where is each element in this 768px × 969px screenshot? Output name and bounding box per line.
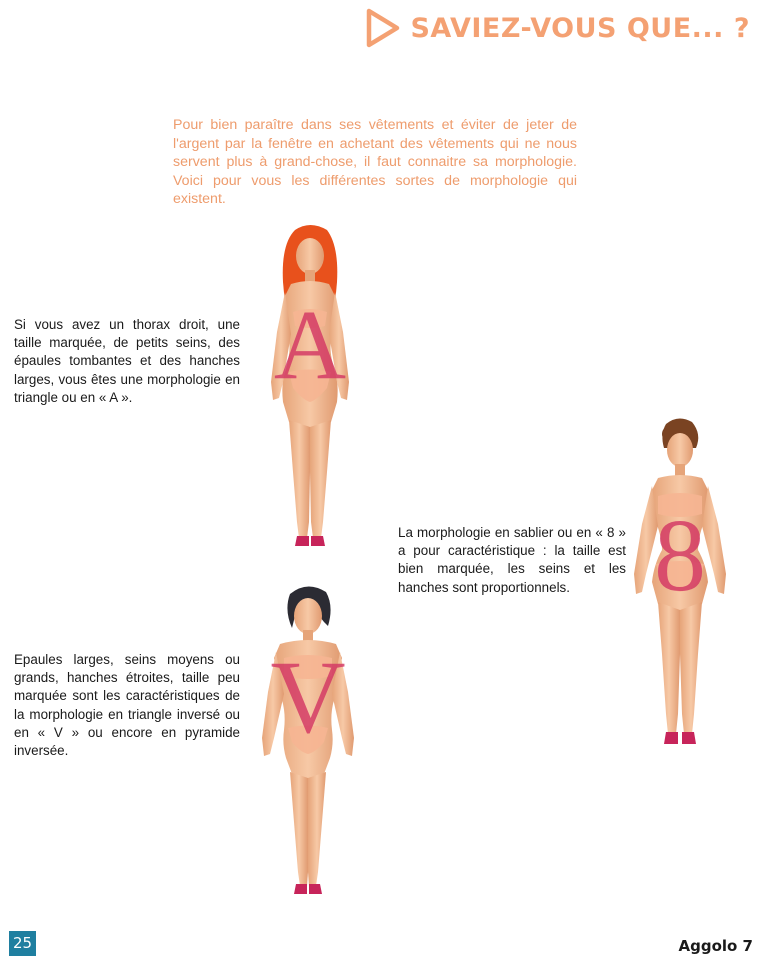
number-8-mark: 8	[654, 498, 706, 613]
section-8-text: La morphologie en sablier ou en « 8 » a pour caractéristique : la taille est bien marquée, les seins et les hanches sont proportionnels.	[398, 525, 626, 595]
letter-v-mark: V	[270, 640, 346, 755]
section-v-text: Epaules larges, seins moyens ou grands, hanches étroites, taille peu marquée sont les caractéristiques de la morphologie en triangle inversé ou en « V » ou encore en pyramide inversée.	[14, 652, 240, 759]
letter-a-mark: A	[273, 289, 347, 400]
section-a-text: Si vous avez un thorax droit, une taille marquée, de petits seins, des épaules tombantes et des hanches larges, vous êtes une morphologie en triangle ou en « A ».	[14, 317, 240, 405]
body-shape-8-illustration	[620, 414, 736, 750]
body-shape-a-illustration	[255, 222, 365, 554]
section-header	[366, 8, 750, 48]
intro-paragraph: Pour bien paraître dans ses vêtements et éviter de jeter de l'argent par la fenêtre en achetant des vêtements qui ne nous servent plus à grand-chose, il faut connaitre sa morphologie. Voici pour vous les différentes sortes de morphologie qui existent.	[173, 117, 577, 207]
play-triangle-icon	[366, 8, 400, 48]
body-shape-v-illustration	[252, 582, 362, 900]
footer-brand: Aggolo 7	[678, 937, 753, 955]
header-title: SAVIEZ-VOUS QUE... ?	[410, 12, 750, 44]
page-number: 25	[9, 931, 36, 956]
